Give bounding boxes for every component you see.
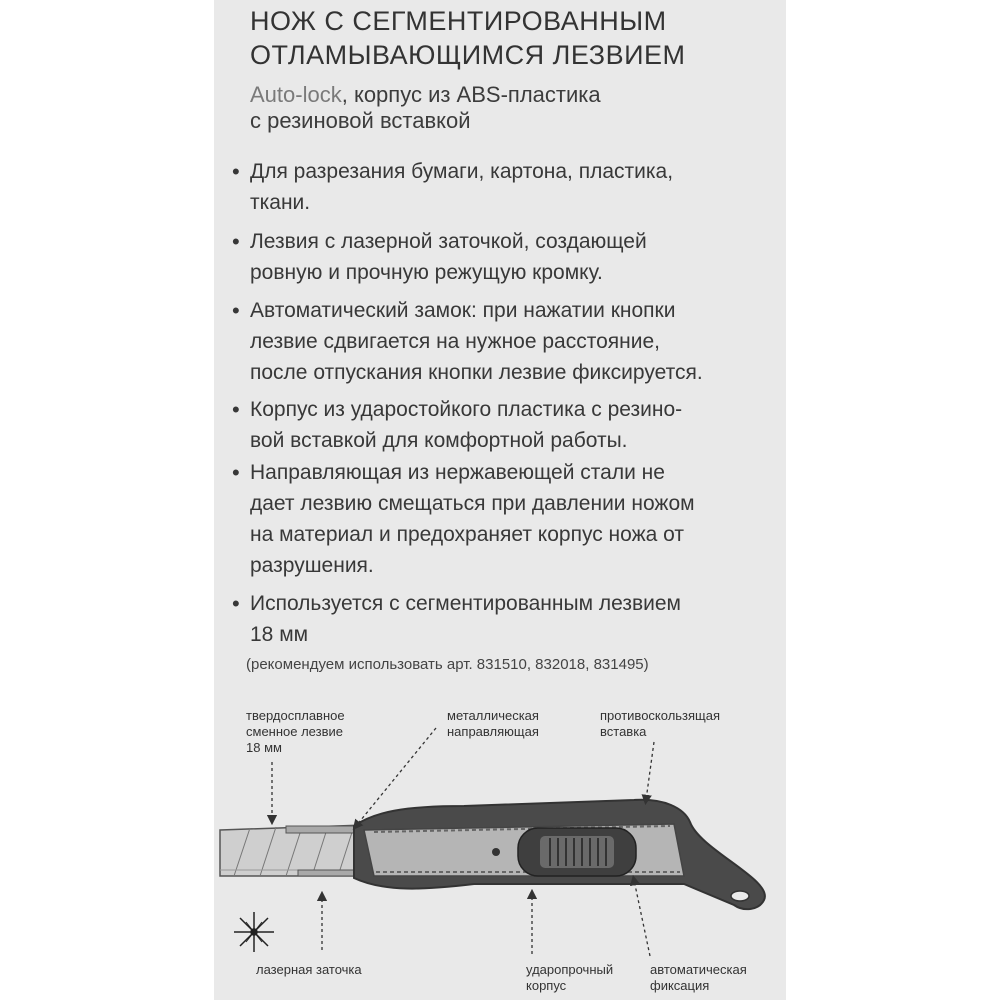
feature-line: на материал и предохраняет корпус ножа от <box>250 523 684 546</box>
laser-sparkle-icon <box>234 912 274 952</box>
feature-line: Направляющая из нержавеющей стали не <box>250 461 665 484</box>
feature-line: ткани. <box>250 191 311 214</box>
subtitle-auto-lock: Auto-lock <box>250 82 342 107</box>
label-guide-line: металлическая <box>447 708 539 723</box>
feature-line: Для разрезания бумаги, картона, пластика, <box>250 160 674 183</box>
recommendation-note: (рекомендуем использовать арт. 831510, 832018, 831495) <box>246 656 649 673</box>
feature-line: вой вставкой для комфортной работы. <box>250 429 628 452</box>
product-info-card <box>214 0 786 1000</box>
knife-body-illustration <box>354 800 765 909</box>
feature-line: лезвие сдвигается на нужное расстояние, <box>250 330 661 353</box>
feature-line: Корпус из ударостойкого пластика с резино- <box>250 398 683 421</box>
label-lock-line: фиксация <box>650 978 710 993</box>
bullet-icon: • <box>232 298 240 323</box>
bullet-icon: • <box>232 159 240 184</box>
knife-diagram <box>214 0 786 1000</box>
feature-line: Используется с сегментированным лезвием <box>250 592 681 615</box>
title-line-2: ОТЛАМЫВАЮЩИМСЯ ЛЕЗВИЕМ <box>250 40 686 70</box>
title-line-1: НОЖ С СЕГМЕНТИРОВАННЫМ <box>250 6 667 36</box>
subtitle-line-2: с резиновой вставкой <box>250 108 471 133</box>
label-insert-line: противоскользящая <box>600 708 721 723</box>
label-insert-line: вставка <box>600 724 647 739</box>
feature-line: Автоматический замок: при нажатии кнопки <box>250 299 676 322</box>
feature-line: разрушения. <box>250 554 374 577</box>
label-body-line: ударопрочный <box>526 962 614 977</box>
feature-line: после отпускания кнопки лезвие фиксируется. <box>250 361 703 384</box>
bullet-icon: • <box>232 397 240 422</box>
label-lock-line: автоматическая <box>650 962 747 977</box>
label-laser: лазерная заточка <box>256 962 362 977</box>
bullet-icon: • <box>232 591 240 616</box>
feature-line: дает лезвию смещаться при давлении ножом <box>250 492 695 515</box>
subtitle-body-material: , корпус из ABS-пластика <box>341 82 601 107</box>
bullet-icon: • <box>232 229 240 254</box>
bullet-icon: • <box>232 460 240 485</box>
label-blade-line: 18 мм <box>246 740 282 755</box>
label-body-line: корпус <box>526 978 567 993</box>
feature-line: ровную и прочную режущую кромку. <box>250 261 603 284</box>
feature-line: 18 мм <box>250 623 309 646</box>
label-guide-line: направляющая <box>447 724 539 739</box>
label-blade-line: твердосплавное <box>246 708 345 723</box>
label-blade-line: сменное лезвие <box>246 724 343 739</box>
feature-line: Лезвия с лазерной заточкой, создающей <box>250 230 647 253</box>
